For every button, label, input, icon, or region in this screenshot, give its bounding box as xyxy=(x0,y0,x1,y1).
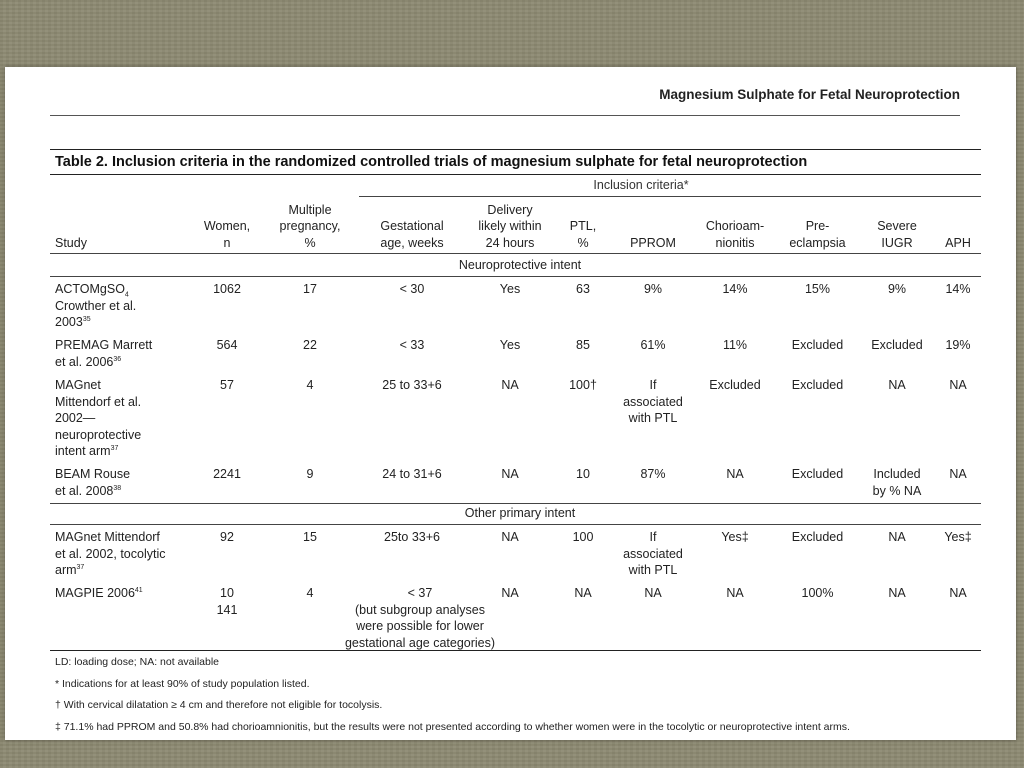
ptl-cell: 10 xyxy=(576,467,590,481)
study-cell: PREMAG Marrett et al. 2006$^{36}$ xyxy=(55,338,153,369)
preeclampsia-cell: 15% xyxy=(804,282,831,296)
chorioamnionitis-cell: NA xyxy=(726,467,744,481)
gestational-age-cell: 25to 33+6 xyxy=(384,530,440,544)
gestational-age-cell: < 37 (but subgroup analyses were possible for lower gestational age categories) xyxy=(344,586,496,650)
iugr-cell: Excluded xyxy=(871,338,923,352)
ptl-cell: 100 xyxy=(572,530,594,544)
aph-cell: NA xyxy=(949,378,967,392)
multiple-pregnancy-cell: 9 xyxy=(306,467,314,481)
multiple-pregnancy-cell: 4 xyxy=(306,586,314,600)
col-header-women: Women, n xyxy=(203,219,251,250)
delivery-cell: NA xyxy=(501,530,519,544)
caption-rule xyxy=(50,174,981,175)
pprom-cell: NA xyxy=(644,586,662,600)
delivery-cell: Yes xyxy=(499,338,521,352)
table-caption: Table 2. Inclusion criteria in the randomized controlled trials of magnesium sulphate for fetal neuroprotection xyxy=(55,154,808,170)
ptl-cell: NA xyxy=(574,586,592,600)
chorioamnionitis-cell: Yes‡ xyxy=(721,530,749,544)
footnote-dagger: † With cervical dilatation ≥ 4 cm and therefore not eligible for tocolysis. xyxy=(55,699,383,711)
document-page xyxy=(5,67,1016,740)
aph-cell: NA xyxy=(949,467,967,481)
delivery-cell: NA xyxy=(501,467,519,481)
aph-cell: 19% xyxy=(945,338,971,352)
col-header-pprom: PPROM xyxy=(630,235,676,250)
table-bottom-rule xyxy=(50,650,981,651)
pprom-cell: If associated with PTL xyxy=(623,530,683,577)
multiple-pregnancy-cell: 17 xyxy=(303,282,317,296)
women-cell: 92 xyxy=(220,530,234,544)
section-rule xyxy=(50,524,981,525)
col-header-severe-iugr: Severe IUGR xyxy=(877,219,917,250)
pprom-cell: 9% xyxy=(643,282,663,296)
preeclampsia-cell: Excluded xyxy=(791,338,844,352)
header-bottom-rule xyxy=(50,253,981,254)
study-cell: BEAM Rouse et al. 2008$^{38}$ xyxy=(55,467,131,498)
col-header-multiple-pregnancy: Multiple pregnancy, % xyxy=(279,202,341,250)
section-rule xyxy=(50,503,981,504)
iugr-cell: NA xyxy=(888,586,906,600)
chorioamnionitis-cell: 11% xyxy=(722,338,748,352)
ptl-cell: 100† xyxy=(569,378,597,392)
women-cell: 2241 xyxy=(213,467,241,481)
col-header-ptl: PTL, % xyxy=(569,219,597,250)
preeclampsia-cell: 100% xyxy=(801,586,834,600)
iugr-cell: 9% xyxy=(887,282,907,296)
gestational-age-cell: 24 to 31+6 xyxy=(382,467,442,481)
study-cell: MAGnet Mittendorf et al. 2002— neuroprotective intent arm$^{37}$ xyxy=(55,378,142,458)
inclusion-criteria-rule xyxy=(359,196,981,197)
women-cell: 10 141 xyxy=(216,586,238,617)
gestational-age-cell: 25 to 33+6 xyxy=(382,378,442,392)
footnote-asterisk: * Indications for at least 90% of study population listed. xyxy=(55,678,310,690)
study-cell: MAGPIE 2006$^{41}$ xyxy=(55,586,143,600)
women-cell: 1062 xyxy=(213,282,241,296)
section-label-other-primary: Other primary intent xyxy=(464,506,576,520)
multiple-pregnancy-cell: 22 xyxy=(303,338,317,352)
gestational-age-cell: < 30 xyxy=(399,282,425,296)
delivery-cell: Yes xyxy=(499,282,521,296)
col-header-preeclampsia: Pre- eclampsia xyxy=(789,219,846,250)
iugr-cell: NA xyxy=(888,530,906,544)
gestational-age-cell: < 33 xyxy=(399,338,425,352)
header-rule xyxy=(50,115,960,116)
col-header-study: Study xyxy=(55,235,87,250)
study-cell: MAGnet Mittendorf et al. 2002, tocolytic arm$^{37}$ xyxy=(55,530,166,577)
study-cell: ACTOMgSO$_4$ Crowther et al. 2003$^{35}$ xyxy=(55,282,137,329)
ptl-cell: 85 xyxy=(576,338,590,352)
iugr-cell: NA xyxy=(888,378,906,392)
ptl-cell: 63 xyxy=(576,282,590,296)
preeclampsia-cell: Excluded xyxy=(791,467,844,481)
col-header-aph: APH xyxy=(945,235,971,250)
preeclampsia-cell: Excluded xyxy=(791,530,844,544)
women-cell: 564 xyxy=(216,338,238,352)
aph-cell: 14% xyxy=(945,282,971,296)
women-cell: 57 xyxy=(220,378,234,392)
delivery-cell: NA xyxy=(501,586,519,600)
running-head: Magnesium Sulphate for Fetal Neuroprotection xyxy=(659,87,960,102)
chorioamnionitis-cell: 14% xyxy=(722,282,748,296)
table-top-rule xyxy=(50,149,981,150)
pprom-cell: 87% xyxy=(640,467,666,481)
col-header-chorioamnionitis: Chorioam- nionitis xyxy=(705,219,765,250)
preeclampsia-cell: Excluded xyxy=(791,378,844,392)
aph-cell: Yes‡ xyxy=(944,530,972,544)
pprom-cell: 61% xyxy=(640,338,666,352)
col-header-gestational-age: Gestational age, weeks xyxy=(380,219,444,250)
chorioamnionitis-cell: Excluded xyxy=(709,378,761,392)
inclusion-criteria-header: Inclusion criteria* xyxy=(593,178,689,192)
delivery-cell: NA xyxy=(501,378,519,392)
chorioamnionitis-cell: NA xyxy=(726,586,744,600)
multiple-pregnancy-cell: 15 xyxy=(303,530,317,544)
footnote-abbreviations: LD: loading dose; NA: not available xyxy=(55,656,220,668)
col-header-delivery-likely: Delivery likely within 24 hours xyxy=(478,202,542,250)
iugr-cell: Included by % NA xyxy=(872,467,922,498)
pprom-cell: If associated with PTL xyxy=(623,378,683,425)
section-rule xyxy=(50,276,981,277)
aph-cell: NA xyxy=(949,586,967,600)
multiple-pregnancy-cell: 4 xyxy=(306,378,314,392)
footnote-double-dagger: ‡ 71.1% had PPROM and 50.8% had chorioamnionitis, but the results were not presented according to whether women were in the tocolytic or neuroprotective intent arms. xyxy=(55,721,850,733)
section-label-neuroprotective: Neuroprotective intent xyxy=(458,258,582,272)
